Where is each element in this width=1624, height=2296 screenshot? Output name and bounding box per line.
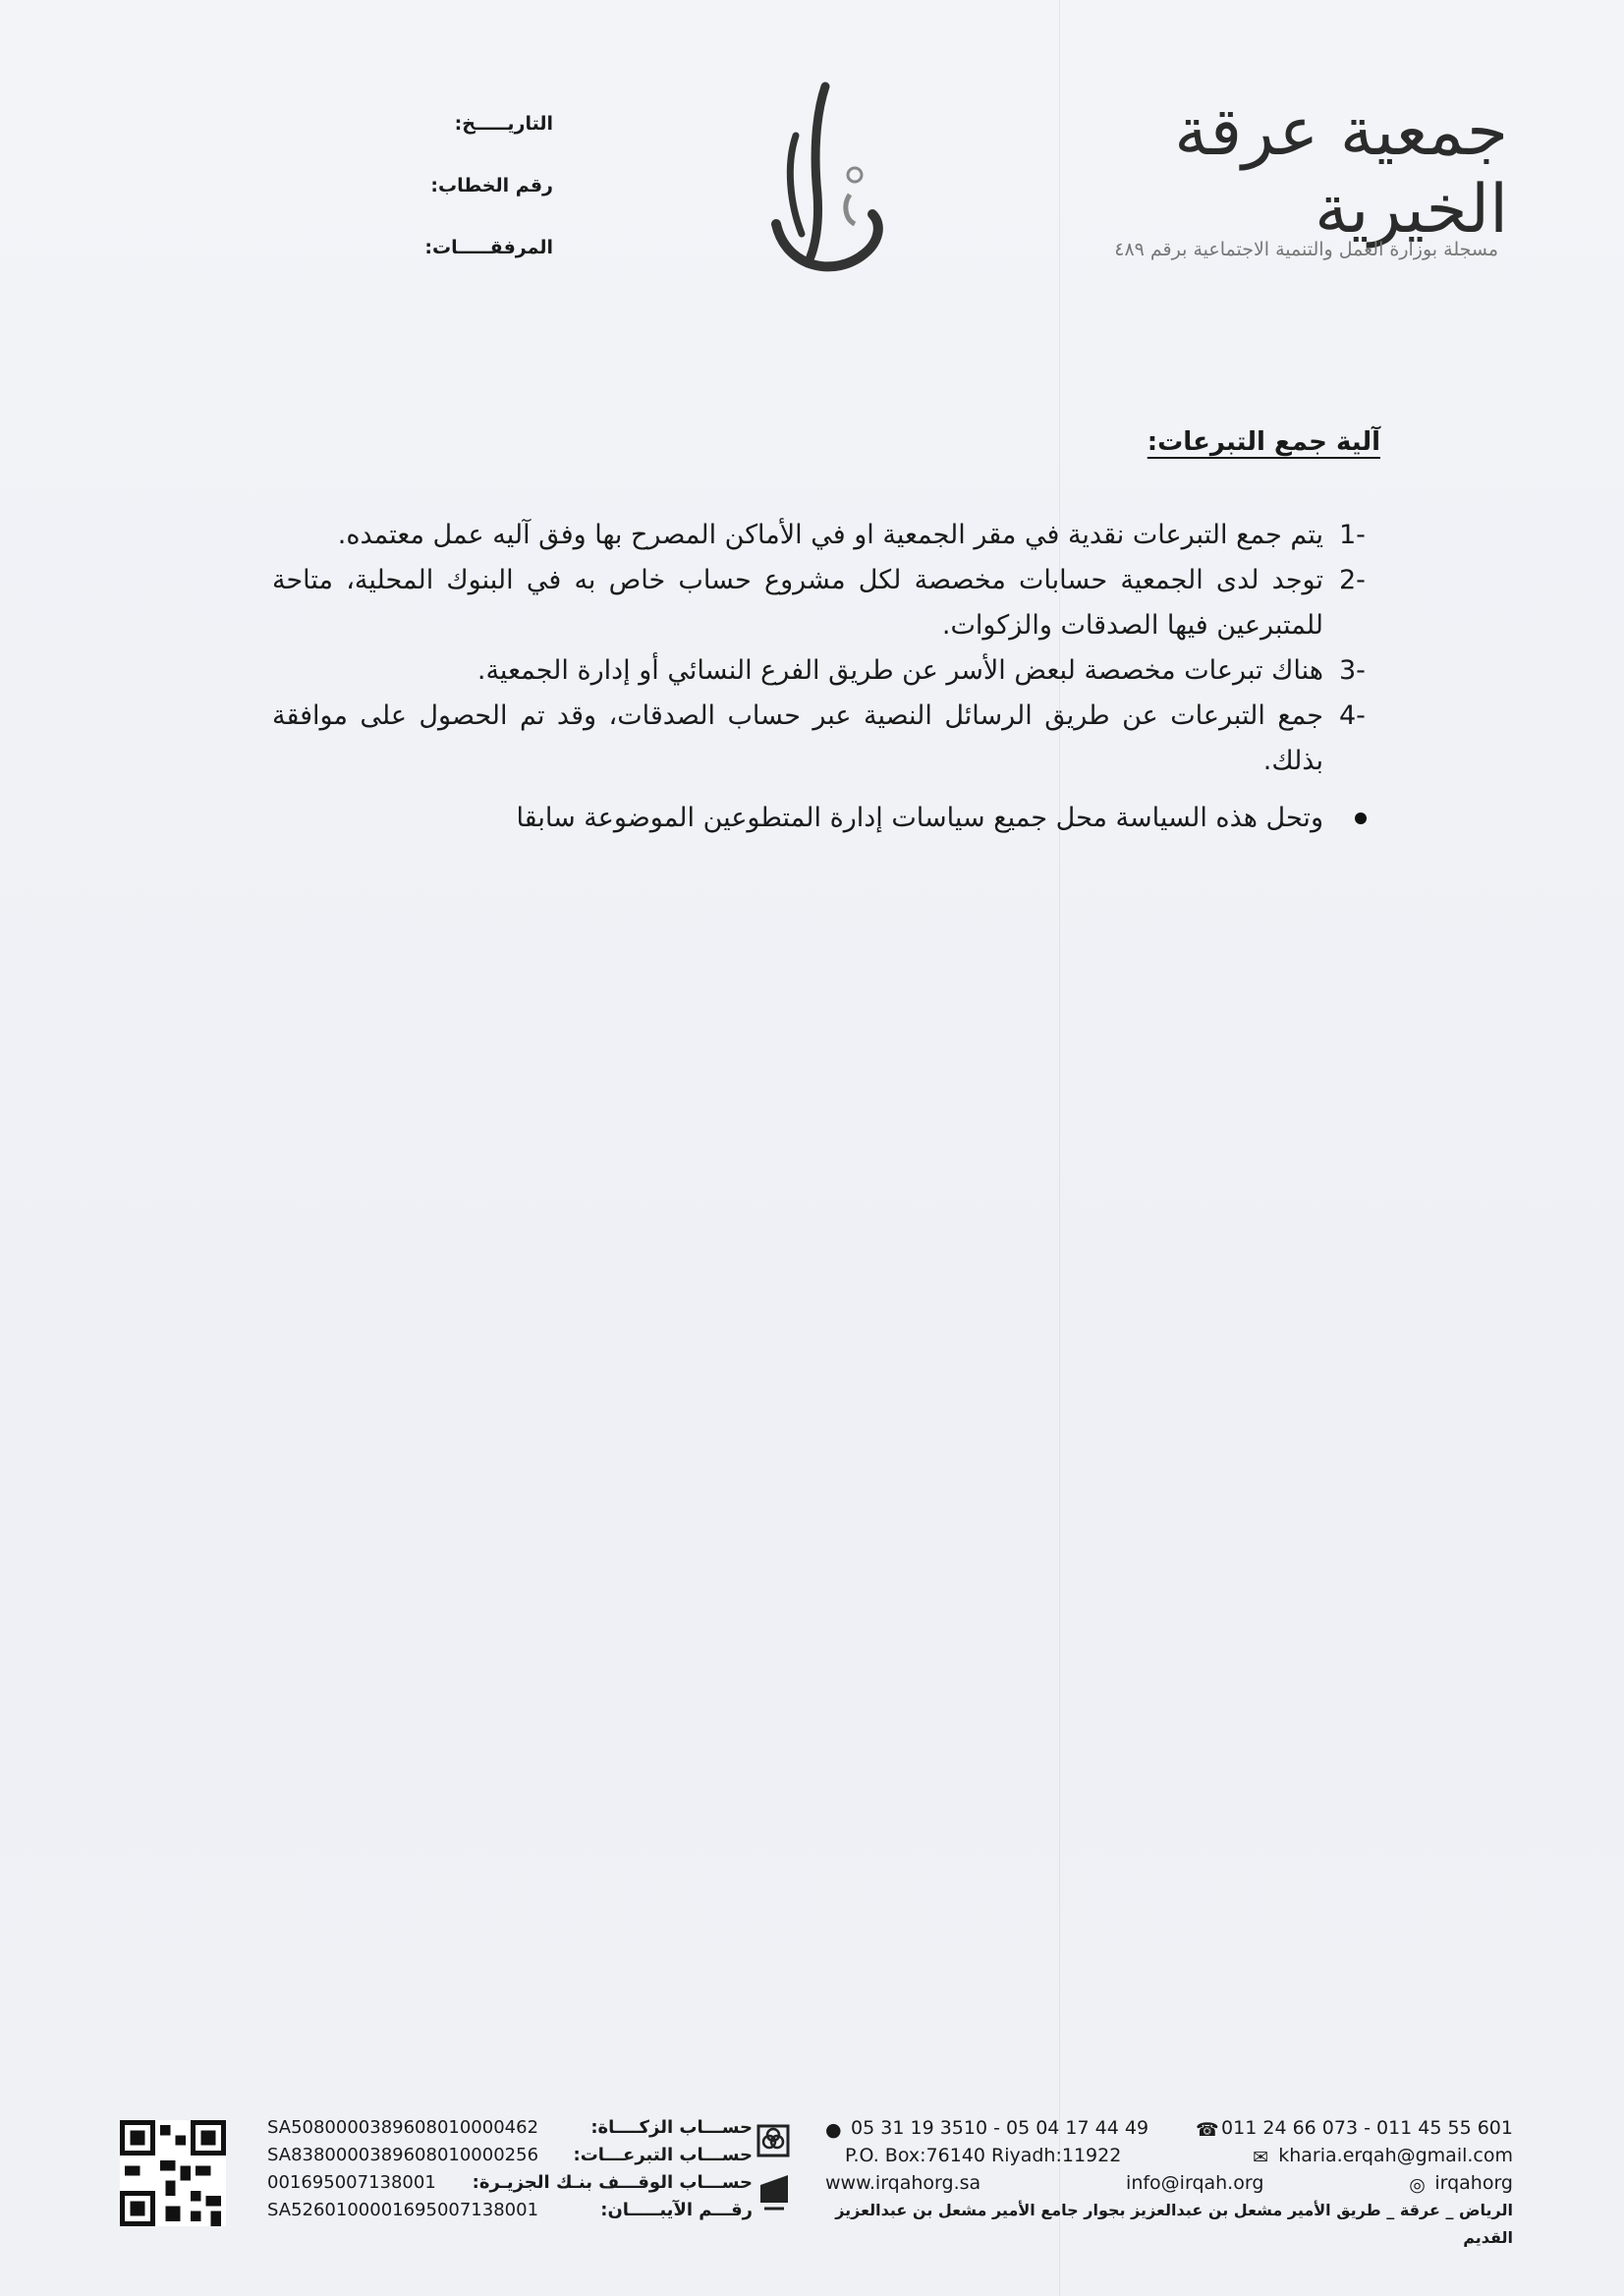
account-row xyxy=(267,2142,758,2169)
account-number: SA5260100001695007138001 xyxy=(267,2200,539,2220)
item-text: هناك تبرعات مخصصة لبعض الأسر عن طريق الفرع النسائي أو إدارة الجمعية. xyxy=(476,655,1323,686)
address: الرياض _ عرقة _ طريق الأمير مشعل بن عبدالعزيز بجوار جامع الأمير مشعل بن عبدالعزيز القديم xyxy=(835,2201,1513,2247)
social-handle[interactable]: irqahorg xyxy=(1434,2172,1513,2194)
mobile-numbers-group xyxy=(825,2114,1148,2142)
landline-numbers-group xyxy=(1196,2114,1513,2142)
bullet-dot-icon xyxy=(1355,812,1367,824)
account-row xyxy=(267,2169,758,2197)
item-number: 3- xyxy=(1339,655,1366,686)
website[interactable]: www.irqahorg.sa xyxy=(825,2172,981,2194)
email-secondary[interactable]: info@irqah.org xyxy=(1126,2172,1264,2194)
item-text: توجد لدى الجمعية حسابات مخصصة لكل مشروع حساب خاص به في البنوك المحلية، متاحة للمتبرعين فيها الصدقات والزكوات. xyxy=(272,565,1323,641)
date-label: التاريـــــخ: xyxy=(454,113,553,135)
social-group xyxy=(1409,2169,1513,2197)
email-group xyxy=(1253,2142,1513,2169)
account-row xyxy=(267,2197,758,2224)
attachments-label: المرفقـــــات: xyxy=(424,237,553,258)
account-label: حســـاب التبرعـــات: xyxy=(573,2145,753,2165)
bank-logo-icon xyxy=(755,2120,794,2228)
list-item xyxy=(272,648,1366,694)
web-row xyxy=(825,2169,1513,2197)
account-label: حســـاب الوقـــف بنـك الجزيـرة: xyxy=(472,2172,753,2193)
list-item xyxy=(272,558,1366,648)
item-text: يتم جمع التبرعات نقدية في مقر الجمعية او في الأماكن المصرح بها وفق آليه عمل معتمده. xyxy=(337,520,1323,550)
calligraphy-emblem-icon xyxy=(756,77,894,293)
mail-row xyxy=(825,2142,1513,2169)
scan-artifact-line xyxy=(1059,0,1060,2296)
bullet-item xyxy=(272,796,1333,841)
contact-info xyxy=(825,2114,1513,2252)
letter-meta xyxy=(337,113,553,299)
bullet-text: وتحل هذه السياسة محل جميع سياسات إدارة المتطوعين الموضوعة سابقا xyxy=(516,803,1323,833)
account-label: حســـاب الزكــــاة: xyxy=(590,2117,753,2138)
account-number: 001695007138001 xyxy=(267,2172,436,2193)
policy-content xyxy=(272,513,1366,841)
org-registration: مسجلة بوزارة العمل والتنمية الاجتماعية برقم ٤٨٩ xyxy=(1114,239,1498,260)
whatsapp-icon: ● xyxy=(825,2119,842,2141)
list-item xyxy=(272,694,1366,784)
account-number: SA8380000389608010000256 xyxy=(267,2145,539,2165)
item-text: جمع التبرعات عن طريق الرسائل النصية عبر حساب الصدقات، وقد تم الحصول على موافقة بذلك. xyxy=(272,700,1323,776)
policy-list xyxy=(272,513,1366,784)
phone-icon: ☎ xyxy=(1196,2119,1219,2141)
item-number: 2- xyxy=(1339,565,1366,595)
social-media-icon: ◎ xyxy=(1409,2174,1426,2196)
mobile-numbers: 05 31 19 3510 - 05 04 17 44 49 xyxy=(851,2117,1149,2139)
phone-row xyxy=(825,2114,1513,2142)
section-heading: آلية جمع التبرعات: xyxy=(1147,427,1380,457)
item-number: 4- xyxy=(1339,700,1366,731)
letter-number-label: رقم الخطاب: xyxy=(430,175,553,196)
qr-code-icon xyxy=(120,2120,226,2226)
po-box: P.O. Box:76140 Riyadh:11922 xyxy=(845,2145,1122,2166)
email-primary[interactable]: kharia.erqah@gmail.com xyxy=(1278,2145,1513,2166)
mail-icon: ✉ xyxy=(1253,2147,1269,2168)
account-number: SA5080000389608010000462 xyxy=(267,2117,539,2138)
list-item xyxy=(272,513,1366,558)
account-label: رقـــم الآيبـــــان: xyxy=(600,2200,753,2220)
bank-accounts xyxy=(267,2114,758,2224)
landline-numbers: 011 24 66 073 - 011 45 55 601 xyxy=(1221,2117,1513,2139)
item-number: 1- xyxy=(1339,520,1366,550)
account-row xyxy=(267,2114,758,2142)
org-name-calligraphy: جمعية عرقة الخيرية xyxy=(1174,93,1508,249)
